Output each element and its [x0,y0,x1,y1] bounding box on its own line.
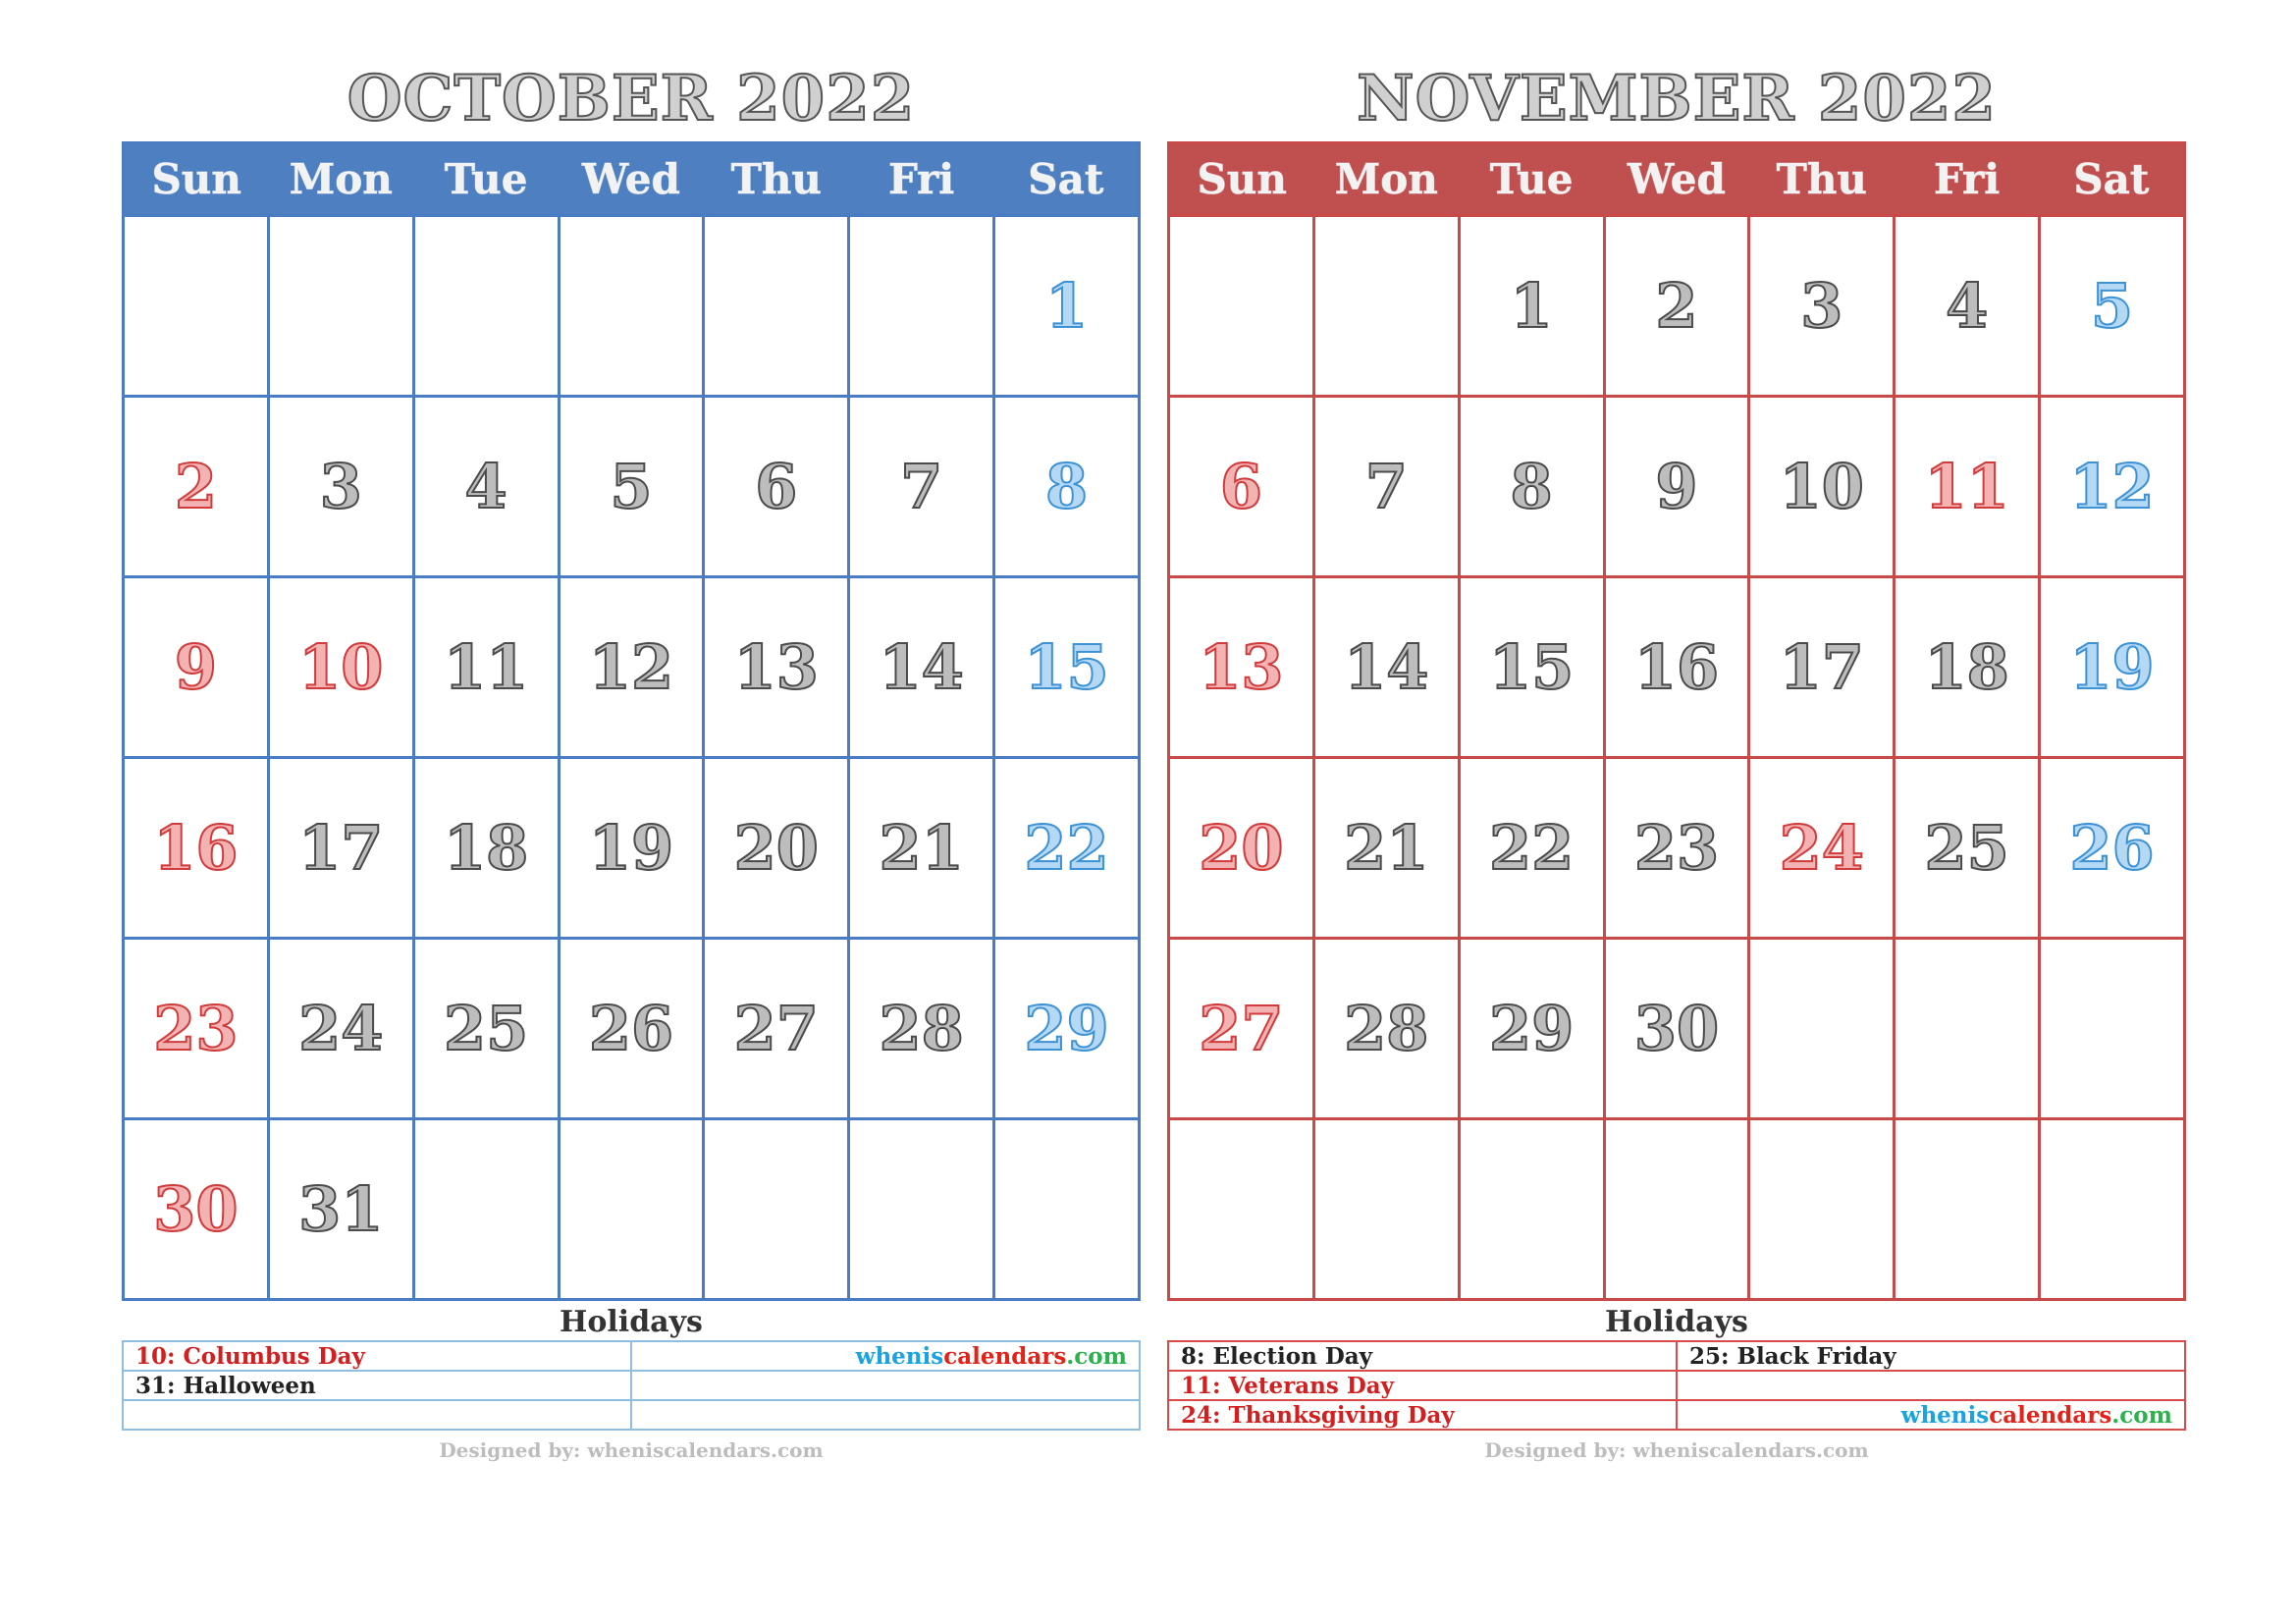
day-cell: 10 [268,577,413,758]
day-cell: 10 [1749,397,1895,577]
day-cell [1895,939,2040,1119]
weekday-wed: Wed [1604,143,1749,216]
day-cell: 3 [268,397,413,577]
day-cell [413,216,559,397]
day-cell: 20 [1169,758,1314,939]
holiday-entry [1677,1371,2185,1400]
weekday-wed: Wed [559,143,704,216]
weekday-tue: Tue [413,143,559,216]
brand-part: whenis [855,1342,944,1370]
day-cell: 11 [413,577,559,758]
weekday-sun: Sun [1169,143,1314,216]
day-cell: 14 [849,577,994,758]
day-cell: 14 [1313,577,1459,758]
day-cell: 22 [1459,758,1604,939]
day-cell [413,1119,559,1300]
weekday-sat: Sat [994,143,1140,216]
brand-part: whenis [1900,1401,1990,1429]
day-cell: 7 [1313,397,1459,577]
day-cell: 7 [849,397,994,577]
day-cell: 17 [1749,577,1895,758]
weekday-fri: Fri [1895,143,2040,216]
day-cell [1895,1119,2040,1300]
day-cell: 11 [1895,397,2040,577]
day-cell [849,216,994,397]
day-cell [1313,1119,1459,1300]
day-cell: 26 [559,939,704,1119]
november-calendar [1167,57,2186,1462]
day-cell [2040,939,2185,1119]
day-cell [2040,1119,2185,1300]
weekday-thu: Thu [1749,143,1895,216]
day-cell: 8 [1459,397,1604,577]
day-cell: 18 [413,758,559,939]
day-cell: 26 [2040,758,2185,939]
day-cell [704,1119,849,1300]
day-cell [704,216,849,397]
weekday-mon: Mon [268,143,413,216]
day-cell: 19 [559,758,704,939]
day-cell: 29 [1459,939,1604,1119]
weekday-thu: Thu [704,143,849,216]
month-grid [122,141,1141,1301]
day-cell: 24 [268,939,413,1119]
holiday-entry: 24: Thanksgiving Day [1168,1400,1677,1430]
day-cell [559,1119,704,1300]
month-title: NOVEMBER 2022 [1357,62,1997,135]
brand-part: .com [2111,1401,2172,1429]
day-cell: 5 [2040,216,2185,397]
holiday-entry: 25: Black Friday [1677,1341,2185,1371]
holiday-entry [631,1400,1140,1430]
day-cell: 6 [704,397,849,577]
weekday-sat: Sat [2040,143,2185,216]
day-cell: 12 [2040,397,2185,577]
month-grid [1167,141,2186,1301]
day-cell: 12 [559,577,704,758]
day-cell [1313,216,1459,397]
day-cell: 28 [1313,939,1459,1119]
holiday-entry: 10: Columbus Day [123,1341,631,1371]
day-cell: 23 [1604,758,1749,939]
day-cell: 3 [1749,216,1895,397]
day-cell: 28 [849,939,994,1119]
day-cell [124,216,269,397]
weekday-tue: Tue [1459,143,1604,216]
day-cell: 27 [704,939,849,1119]
day-cell [994,1119,1140,1300]
designed-by: Designed by: wheniscalendars.com [1484,1438,1869,1462]
day-cell [559,216,704,397]
day-cell: 16 [1604,577,1749,758]
holiday-entry: 8: Election Day [1168,1341,1677,1371]
day-cell: 13 [1169,577,1314,758]
day-cell [1169,216,1314,397]
day-cell: 4 [1895,216,2040,397]
day-cell: 17 [268,758,413,939]
brand-logo [631,1341,1140,1371]
day-cell: 19 [2040,577,2185,758]
day-cell: 15 [1459,577,1604,758]
month-title: OCTOBER 2022 [347,62,916,135]
designed-by: Designed by: wheniscalendars.com [439,1438,824,1462]
day-cell: 25 [1895,758,2040,939]
day-cell: 13 [704,577,849,758]
day-cell [1604,1119,1749,1300]
weekday-mon: Mon [1313,143,1459,216]
day-cell: 24 [1749,758,1895,939]
holidays-table [1167,1340,2186,1431]
day-cell: 30 [124,1119,269,1300]
day-cell: 27 [1169,939,1314,1119]
day-cell [1749,939,1895,1119]
day-cell: 31 [268,1119,413,1300]
brand-part: .com [1066,1342,1127,1370]
day-cell: 1 [1459,216,1604,397]
brand-logo [1677,1400,2185,1430]
day-cell: 16 [124,758,269,939]
day-cell: 21 [1313,758,1459,939]
october-calendar [122,57,1141,1462]
day-cell: 2 [1604,216,1749,397]
holidays-table [122,1340,1141,1431]
brand-part: calendars [1989,1401,2112,1429]
day-cell: 29 [994,939,1140,1119]
day-cell: 15 [994,577,1140,758]
day-cell: 30 [1604,939,1749,1119]
day-cell [1169,1119,1314,1300]
day-cell: 2 [124,397,269,577]
day-cell: 18 [1895,577,2040,758]
day-cell: 9 [124,577,269,758]
holidays-title: Holidays [1605,1305,1748,1339]
holiday-entry [123,1400,631,1430]
day-cell [849,1119,994,1300]
day-cell [1749,1119,1895,1300]
day-cell: 4 [413,397,559,577]
day-cell: 25 [413,939,559,1119]
holiday-entry: 11: Veterans Day [1168,1371,1677,1400]
holidays-title: Holidays [560,1305,703,1339]
day-cell [1459,1119,1604,1300]
weekday-fri: Fri [849,143,994,216]
day-cell: 23 [124,939,269,1119]
brand-part: calendars [943,1342,1067,1370]
day-cell: 9 [1604,397,1749,577]
day-cell: 20 [704,758,849,939]
weekday-sun: Sun [124,143,269,216]
day-cell: 8 [994,397,1140,577]
day-cell: 22 [994,758,1140,939]
day-cell: 6 [1169,397,1314,577]
day-cell: 21 [849,758,994,939]
day-cell [268,216,413,397]
holiday-entry: 31: Halloween [123,1371,631,1400]
holiday-entry [631,1371,1140,1400]
day-cell: 5 [559,397,704,577]
day-cell: 1 [994,216,1140,397]
